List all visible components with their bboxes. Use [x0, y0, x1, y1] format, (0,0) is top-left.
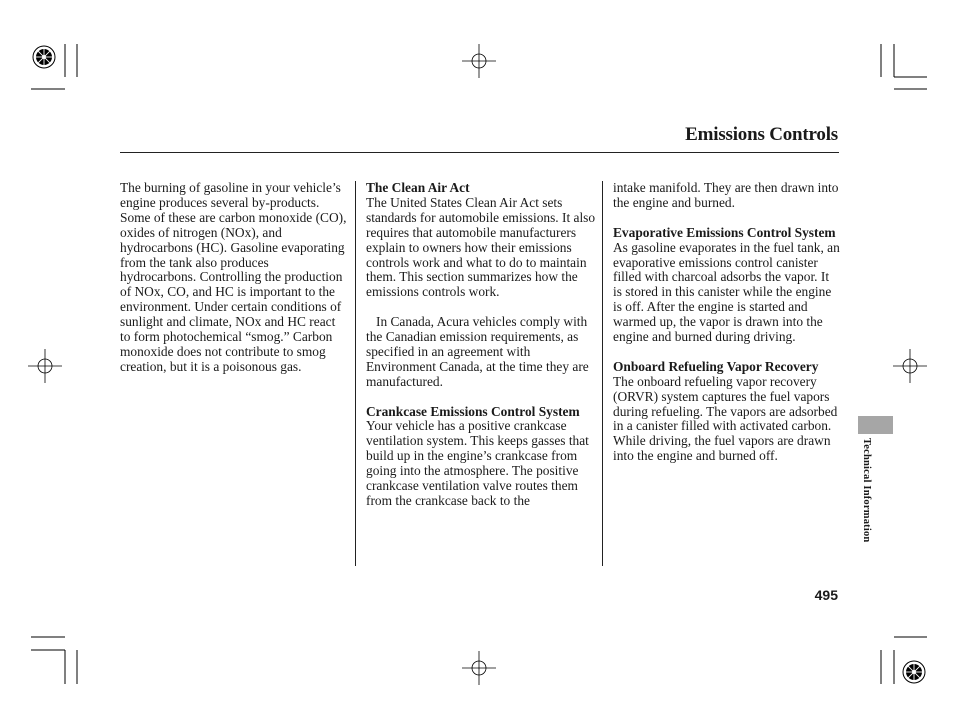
column-3 [613, 181, 841, 464]
section-tab-marker [858, 416, 893, 434]
heading-evaporative: Evaporative Emissions Control System [613, 224, 836, 240]
clean-air-act-paragraph: The United States Clean Air Act sets standards for automobile emissions. It also requires that automobile manufacturers explain to owners how their emissions controls work and what to do to maintain them. This section summarizes how the emissions controls work. [366, 194, 596, 300]
column-divider-2 [602, 181, 603, 566]
column-divider-1 [355, 181, 356, 566]
canada-paragraph: In Canada, Acura vehicles comply with the Canadian emission requirements, as specified in an agreement with Environment Canada, at the time they are manufactured. [366, 314, 589, 389]
continued-paragraph: intake manifold. They are then drawn into the engine and burned. [613, 180, 839, 210]
intro-paragraph: The burning of gasoline in your vehicle’s engine produces several by-products. Some of these are carbon monoxide (CO), oxides of nitrogen (NOx), and hydrocarbons (HC). Gasoline evaporating from the tank also produces hydrocarbons. Controlling the production of NOx, CO, and HC is important to the environment. Under certain conditions of sunlight and climate, NOx and HC react to form photochemical “smog.” Carbon monoxide does not contribute to smog creation, but it is a poisonous gas. [120, 180, 347, 374]
heading-clean-air-act: The Clean Air Act [366, 180, 470, 195]
section-side-label-text: Technical Information [861, 438, 872, 543]
evaporative-paragraph: As gasoline evaporates in the fuel tank, an evaporative emissions control canister filled with charcoal adsorbs the vapor. It is stored in this canister while the engine is off. After the engine is started and warmed up, the vapor is drawn into the engine and burned during driving. [613, 239, 840, 345]
column-2 [366, 181, 596, 509]
column-1 [120, 181, 348, 375]
page-number: 495 [814, 587, 838, 603]
heading-crankcase: Crankcase Emissions Control System [366, 403, 580, 419]
page-title: Emissions Controls [685, 124, 838, 145]
crankcase-paragraph: Your vehicle has a positive crankcase ventilation system. This keeps gasses that build up in the engine’s crankcase from going into the atmosphere. The positive crankcase ventilation valve routes them from the crankcase back to the [366, 418, 589, 508]
section-side-label [858, 438, 872, 562]
orvr-paragraph: The onboard refueling vapor recovery (ORVR) system captures the fuel vapors during refueling. The vapors are adsorbed in a canister filled with activated carbon. While driving, the fuel vapors are drawn into the engine and burned off. [613, 373, 838, 464]
title-rule [120, 152, 839, 153]
heading-orvr: Onboard Refueling Vapor Recovery [613, 358, 819, 374]
